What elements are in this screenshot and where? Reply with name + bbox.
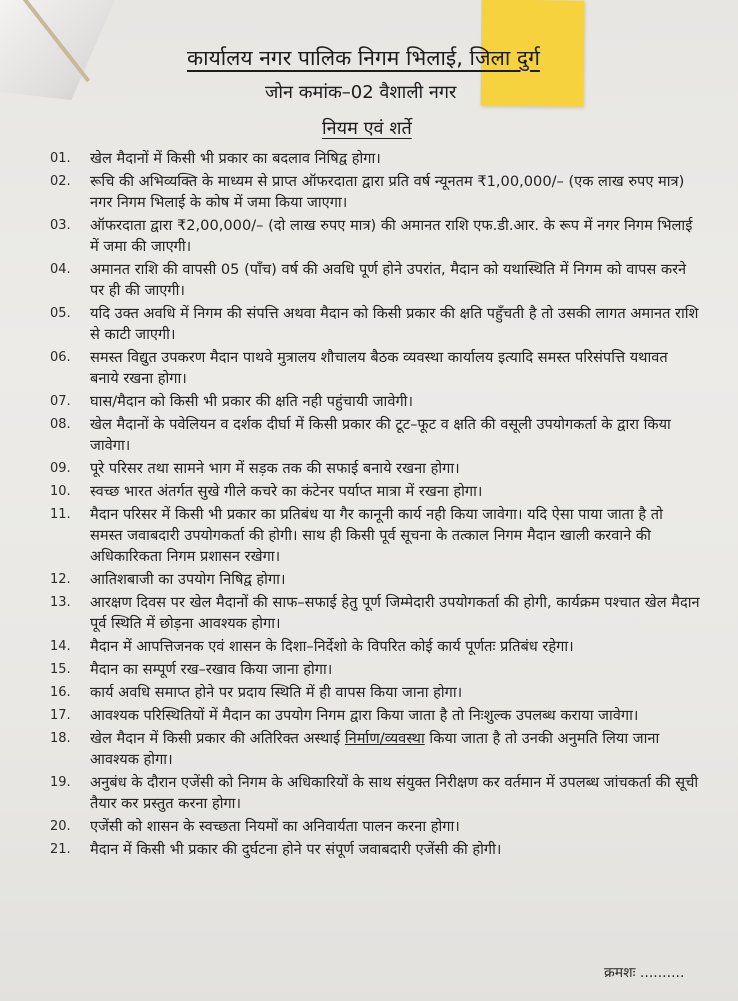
rule-item	[50, 481, 700, 502]
continued-note: क्रमशः ..........	[604, 965, 685, 981]
rule-item	[50, 148, 700, 169]
rule-item	[50, 458, 700, 479]
rule-item	[50, 504, 700, 567]
rule-number: 11.	[50, 507, 71, 522]
rule-number: 09.	[50, 461, 71, 476]
rule-text: रूचि की अभिव्यक्ति के माध्यम से प्राप्त ऑफरदाता द्वारा प्रति वर्ष न्यूनतम ₹1,00,000/– (एक लाख रुपए मात्र) नगर निगम भिलाई के कोष में जमा किया जाएगा।	[90, 173, 685, 211]
rule-text: मैदान का सम्पूर्ण रख–रखाव किया जाना होगा।	[90, 661, 333, 678]
rule-item	[50, 171, 700, 213]
rule-text: खेल मैदानों के पवेलियन व दर्शक दीर्घा में किसी प्रकार की टूट–फूट व क्षति की वसूली उपयोगकर्ता के द्वारा किया जावेगा।	[90, 416, 671, 454]
rule-text: समस्त विद्युत उपकरण मैदान पाथवे मुत्रालय शौचालय बैठक व्यवस्था कार्यालय इत्यादि समस्त परिसंपत्ति यथावत बनाये रखना होगा।	[90, 349, 668, 387]
rule-item	[50, 347, 700, 389]
rule-text: एजेंसी को शासन के स्वच्छता नियमों का अनिवार्यता पालन करना होगा।	[90, 818, 460, 835]
rule-text: आवश्यक परिस्थितियों में मैदान का उपयोग निगम द्वारा किया जाता है तो निःशुल्क उपलब्ध कराया जावेगा।	[90, 707, 639, 724]
rule-number: 10.	[50, 484, 71, 499]
rule-item	[50, 569, 700, 590]
rule-item	[50, 636, 700, 657]
rule-text: मैदान परिसर में किसी भी प्रकार का प्रतिबंध या गैर कानूनी कार्य नही किया जावेगा। यदि ऐसा पाया जाता है तो समस्त जवाबदारी उपयोगकर्ता की होगी। साथ ही किसी पूर्व सूचना के तत्काल निगम मैदान खाली करवाने की अधिकारिकता निगम प्रशासन रखेगा।	[90, 506, 663, 565]
rule-number: 15.	[50, 662, 71, 677]
rule-item	[50, 391, 700, 412]
zone-line: जोन कमांक–02 वैशाली नगर	[265, 82, 457, 103]
rule-item	[50, 682, 700, 703]
rule-item	[50, 215, 700, 257]
rules-heading: नियम एवं शर्ते	[322, 118, 412, 139]
rule-item	[50, 839, 700, 860]
rule-text: मैदान में आपत्तिजनक एवं शासन के दिशा–निर्देशो के विपरित कोई कार्य पूर्णतः प्रतिबंध रहेगा।	[90, 638, 574, 655]
rule-item	[50, 414, 700, 456]
rule-number: 05.	[50, 306, 71, 321]
rule-number: 18.	[50, 731, 71, 746]
rule-text: अनुबंध के दौरान एजेंसी को निगम के अधिकारियों के साथ संयुक्त निरीक्षण कर वर्तमान में उपलब्ध जांचकर्ता की सूची तैयार कर प्रस्तुत करना होगा।	[90, 774, 699, 812]
rule-text: ऑफरदाता द्वारा ₹2,00,000/– (दो लाख रुपए मात्र) की अमानत राशि एफ.डी.आर. के रूप में नगर निगम भिलाई में जमा की जाएगी।	[90, 217, 693, 255]
rule-number: 17.	[50, 708, 71, 723]
rule-text-part: खेल मैदान में किसी प्रकार की अतिरिक्त अस्थाई	[90, 730, 345, 747]
rule-item	[50, 772, 700, 814]
rule-text: आरक्षण दिवस पर खेल मैदानों की साफ–सफाई हेतु पूर्ण जिम्मेदारी उपयोगकर्ता की होगी, कार्यक्रम पश्चात खेल मैदान पूर्व स्थिति में छोड़ना आवश्यक होगा।	[90, 594, 700, 632]
rule-text: मैदान में किसी भी प्रकार की दुर्घटना होने पर संपूर्ण जवाबदारी एजेंसी की होगी।	[90, 841, 502, 858]
rule-text: पूरे परिसर तथा सामने भाग में सड़क तक की सफाई बनाये रखना होगा।	[90, 460, 460, 477]
rule-number: 01.	[50, 151, 71, 166]
rule-number: 07.	[50, 394, 71, 409]
rule-item	[50, 659, 700, 680]
rule-item	[50, 705, 700, 726]
rule-number: 12.	[50, 572, 71, 587]
rule-number: 02.	[50, 174, 71, 189]
rule-number: 21.	[50, 842, 71, 857]
rule-text	[90, 728, 700, 770]
rule-text: खेल मैदानों में किसी भी प्रकार का बदलाव निषिद्व होगा।	[90, 150, 381, 167]
rule-number: 16.	[50, 685, 71, 700]
rule-item	[50, 728, 700, 770]
rule-number: 14.	[50, 639, 71, 654]
rule-text: घास/मैदान को किसी भी प्रकार की क्षति नही पहुंचायी जावेगी।	[90, 393, 413, 410]
rule-number: 13.	[50, 595, 71, 610]
rule-text-part: किया जाता है तो उनकी अनुमति लिया जाना आवश्यक होगा।	[90, 730, 660, 768]
rule-number: 06.	[50, 350, 71, 365]
rules-list	[50, 148, 700, 862]
underlined-phrase: निर्माण/व्यवस्था	[344, 730, 425, 747]
rule-text: अमानत राशि की वापसी 05 (पाँच) वर्ष की अवधि पूर्ण होने उपरांत, मैदान को यथास्थिति में निगम को वापस करने पर ही की जाएगी।	[90, 261, 687, 299]
rule-item	[50, 259, 700, 301]
rule-number: 19.	[50, 775, 71, 790]
rule-text: आतिशबाजी का उपयोग निषिद्व होगा।	[90, 571, 286, 588]
rule-text: कार्य अवधि समाप्त होने पर प्रदाय स्थिति में ही वापस किया जाना होगा।	[90, 684, 463, 701]
rule-item	[50, 816, 700, 837]
folded-corner	[0, 0, 115, 100]
rule-number: 08.	[50, 417, 71, 432]
rule-text: स्वच्छ भारत अंतर्गत सुखे गीले कचरे का कंटेनर पर्याप्त मात्रा में रखना होगा।	[90, 483, 483, 500]
rule-number: 20.	[50, 819, 71, 834]
rule-number: 03.	[50, 218, 71, 233]
office-title: कार्यालय नगर पालिक निगम भिलाई, जिला दुर्ग	[187, 46, 540, 70]
rule-number: 04.	[50, 262, 71, 277]
rule-item	[50, 303, 700, 345]
rule-text: यदि उक्त अवधि में निगम की संपत्ति अथवा मैदान को किसी प्रकार की क्षति पहुँचती है तो उसकी लागत अमानत राशि से काटी जाएगी।	[90, 305, 699, 343]
rule-item	[50, 592, 700, 634]
